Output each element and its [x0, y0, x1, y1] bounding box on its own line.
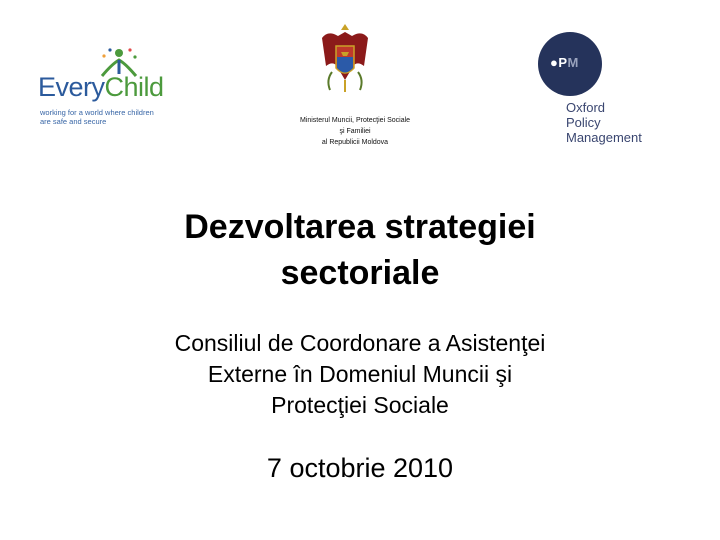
opm-name-line: Oxford [566, 100, 606, 115]
everychild-tagline [40, 108, 190, 126]
slide-subtitle-line: Externe în Domeniul Muncii şi [207, 361, 513, 387]
slide-subtitle-line: Consiliul de Coordonare a Asistenţei [174, 330, 546, 356]
everychild-tagline-line: working for a world where children [40, 108, 154, 117]
slide-subtitle-line: Protecţiei Sociale [271, 392, 449, 418]
everychild-tagline-line: are safe and secure [40, 117, 107, 126]
ministry-name [280, 115, 430, 148]
opm-circle-icon [538, 32, 602, 96]
ministry-name-line: şi Familiei [339, 128, 371, 135]
slide-date: 7 octobrie 2010 [266, 453, 454, 483]
opm-mark-suffix: M [567, 55, 579, 70]
opm-name-line: Policy [566, 115, 601, 130]
opm-name [566, 100, 642, 145]
opm-mark-prefix: ●P [550, 55, 568, 70]
everychild-wordmark-every: Every [38, 72, 105, 102]
opm-name-line: Management [566, 130, 642, 145]
coat-of-arms-icon [318, 20, 372, 96]
everychild-logo [34, 44, 184, 128]
slide-title [80, 204, 640, 296]
opm-logo [538, 32, 658, 152]
everychild-wordmark [38, 72, 164, 103]
slide-title-line: Dezvoltarea strategiei [184, 208, 536, 246]
ministry-name-line: al Republicii Moldova [321, 139, 389, 146]
slide-subtitle [80, 328, 640, 421]
opm-mark [550, 55, 579, 70]
slide-title-line: sectoriale [280, 254, 440, 292]
everychild-wordmark-child: Child [104, 72, 164, 102]
ministry-name-line: Ministerul Muncii, Protecţiei Sociale [299, 117, 411, 124]
